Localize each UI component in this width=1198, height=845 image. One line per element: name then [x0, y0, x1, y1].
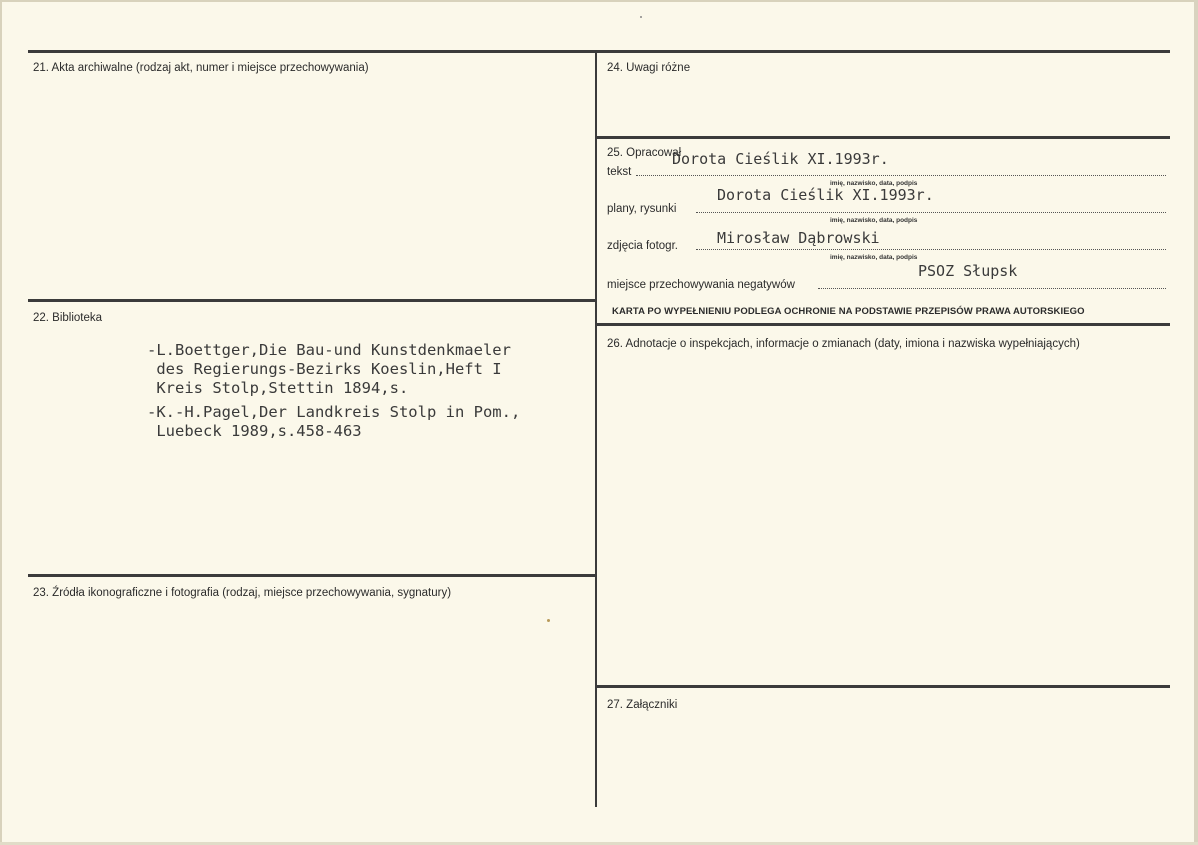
- section-24-heading: 24. Uwagi różne: [607, 62, 691, 74]
- zdjecia-dotted-line: [696, 249, 1166, 250]
- section-22-heading: 22. Biblioteka: [33, 312, 103, 324]
- rule-24-25: [596, 136, 1170, 139]
- card-edge-right: [1194, 0, 1198, 845]
- plany-label: plany, rysunki: [607, 203, 677, 215]
- plany-dotted-line: [696, 212, 1166, 213]
- negatywy-dotted-line: [818, 288, 1166, 289]
- tekst-hint: imię, nazwisko, data, podpis: [830, 180, 918, 187]
- biblioteka-ref-2-line-1: -K.-H.Pagel,Der Landkreis Stolp in Pom.,: [147, 403, 521, 421]
- zdjecia-value: Mirosław Dąbrowski: [717, 229, 880, 247]
- rule-25-notice: [596, 323, 1170, 326]
- biblioteka-ref-2-line-2: Luebeck 1989,s.458-463: [147, 422, 362, 440]
- biblioteka-ref-1-line-3: Kreis Stolp,Stettin 1894,s.: [147, 379, 409, 397]
- biblioteka-ref-1-line-2: des Regierungs-Bezirks Koeslin,Heft I: [147, 360, 502, 378]
- center-divider: [595, 50, 597, 807]
- rule-21-22: [28, 299, 596, 302]
- section-23-heading: 23. Źródła ikonograficzne i fotografia (rodzaj, miejsce przechowywania, sygnatury): [33, 587, 452, 599]
- tekst-value: Dorota Cieślik XI.1993r.: [672, 150, 889, 168]
- section-21-heading: 21. Akta archiwalne (rodzaj akt, numer i miejsce przechowywania): [33, 62, 369, 74]
- paper-speck: [640, 16, 642, 18]
- top-rule: [28, 50, 1170, 53]
- copyright-notice: KARTA PO WYPEŁNIENIU PODLEGA OCHRONIE NA PODSTAWIE PRZEPISÓW PRAWA AUTORSKIEGO: [612, 306, 1085, 317]
- paper-speck: [547, 619, 550, 622]
- section-26-heading: 26. Adnotacje o inspekcjach, informacje o zmianach (daty, imiona i nazwiska wypełniających): [607, 338, 1080, 350]
- tekst-label: tekst: [607, 166, 632, 178]
- biblioteka-ref-1-line-1: -L.Boettger,Die Bau-und Kunstdenkmaeler: [147, 341, 511, 359]
- zdjecia-hint: imię, nazwisko, data, podpis: [830, 254, 918, 261]
- plany-value: Dorota Cieślik XI.1993r.: [717, 186, 934, 204]
- negatywy-value: PSOZ Słupsk: [918, 262, 1018, 280]
- section-25-heading: 25. Opracował: [607, 147, 682, 159]
- section-27-heading: 27. Załączniki: [607, 699, 678, 711]
- zdjecia-label: zdjęcia fotogr.: [607, 240, 678, 252]
- rule-22-23: [28, 574, 596, 577]
- rule-26-27: [596, 685, 1170, 688]
- negatywy-label: miejsce przechowywania negatywów: [607, 279, 795, 291]
- tekst-dotted-line: [636, 175, 1166, 176]
- plany-hint: imię, nazwisko, data, podpis: [830, 217, 918, 224]
